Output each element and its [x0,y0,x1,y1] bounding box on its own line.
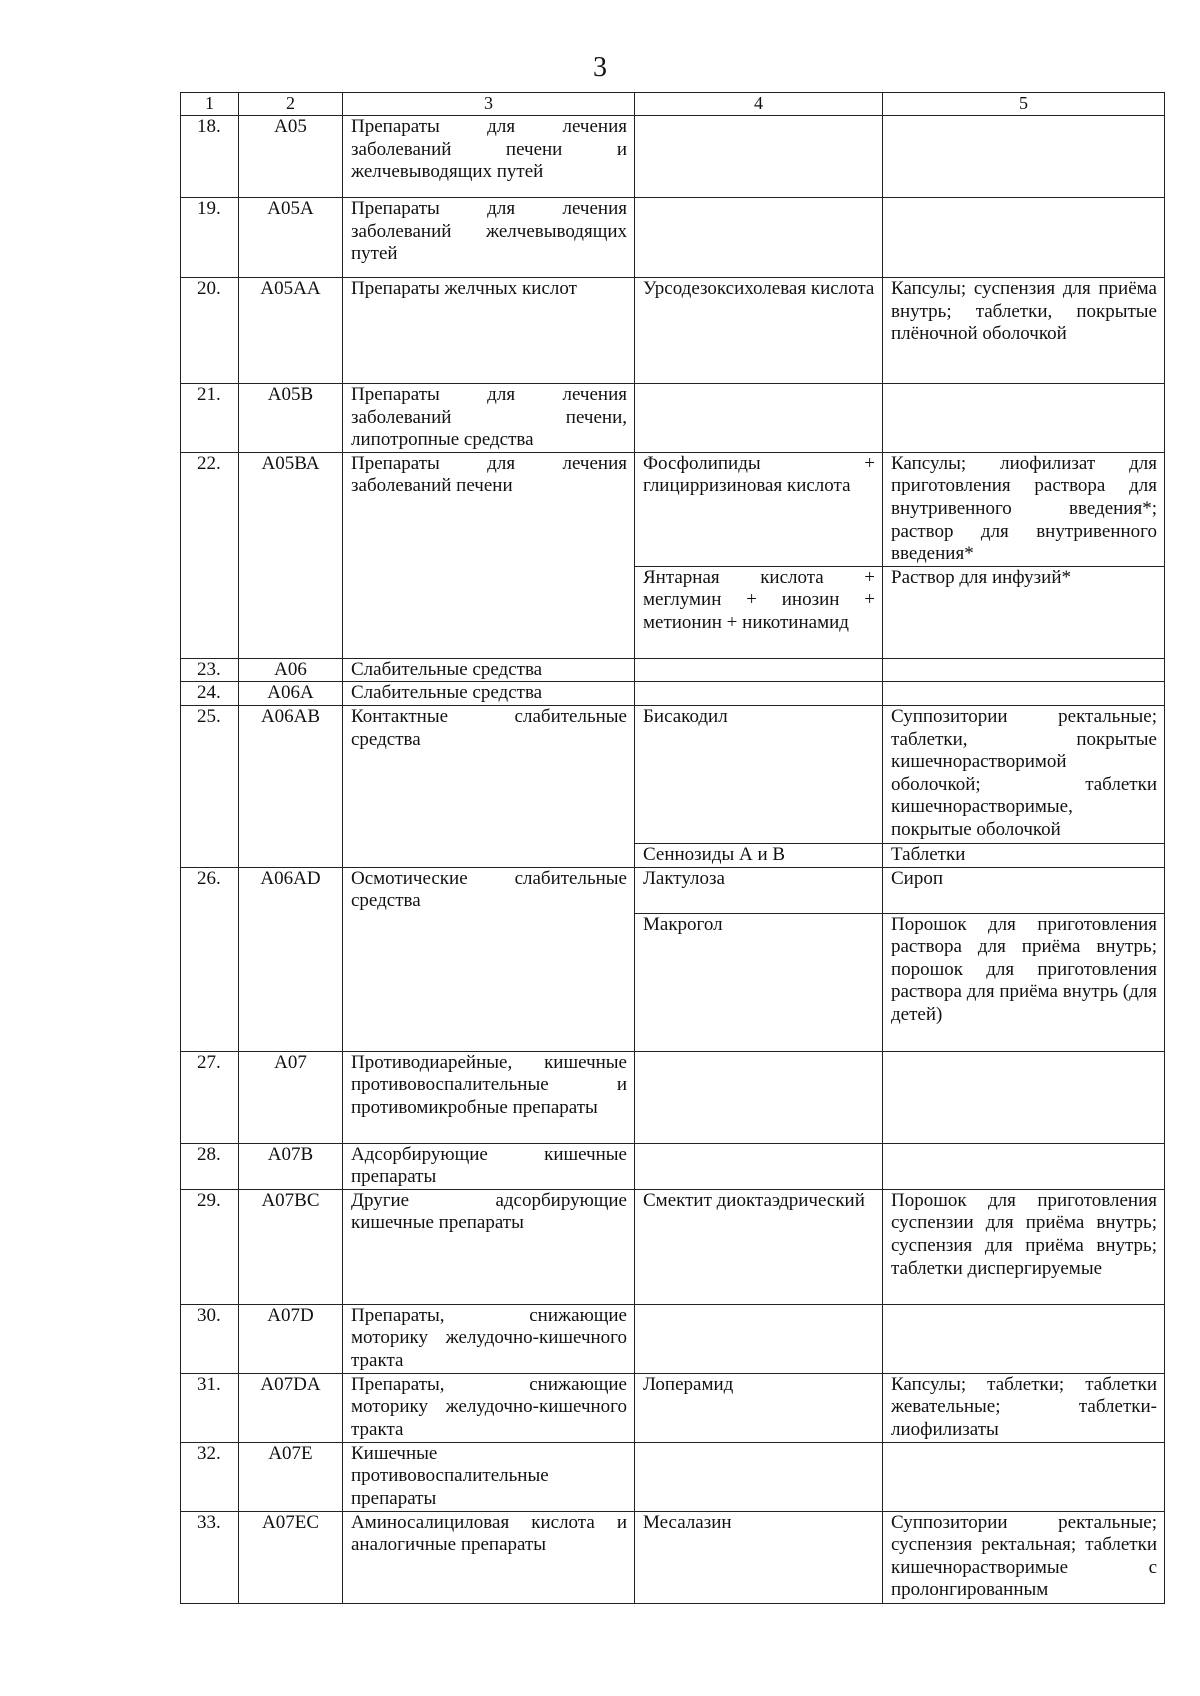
dosage-form: Порошок для приготовления раствора для приёма внутрь; порошок для приготовления раствора для приёма внутрь (для детей) [883,913,1165,1051]
group-name: Противодиарейные, кишечные противовоспалительные и противомикробные препараты [343,1051,635,1143]
dosage-form: Таблетки [883,843,1165,867]
drug-name: Урсодезоксихолевая кислота [635,278,883,384]
drug-name: Смектит диоктаэдрический [635,1189,883,1304]
dosage-form: Капсулы; лиофилизат для приготовления раствора для внутривенного введения*; раствор для внутривенного введения* [883,452,1165,566]
dosage-form: Суппозитории ректальные; таблетки, покрытые кишечнорастворимой оболочкой; таблетки кишечнорастворимые, покрытые оболочкой [883,705,1165,843]
table-row [181,1189,1165,1304]
atc-code: А07Е [239,1442,343,1511]
row-number: 28. [181,1143,239,1189]
table-row [181,1442,1165,1511]
table-row [181,198,1165,278]
dosage-form [883,682,1165,706]
atc-code: А07ВС [239,1189,343,1304]
drug-name [635,384,883,453]
drug-name: Лактулоза [635,867,883,913]
table-row [181,867,1165,913]
row-number: 33. [181,1511,239,1603]
dosage-form: Сироп [883,867,1165,913]
drug-name [635,198,883,278]
atc-code: А06АD [239,867,343,1051]
dosage-form: Суппозитории ректальные; суспензия ректальная; таблетки кишечнорастворимые с пролонгированным [883,1511,1165,1603]
group-name: Препараты желчных кислот [343,278,635,384]
table-row [181,1511,1165,1603]
table-row [181,384,1165,453]
group-name: Слабительные средства [343,682,635,706]
drug-name: Лоперамид [635,1373,883,1442]
dosage-form [883,1143,1165,1189]
group-name: Осмотические слабительные средства [343,867,635,1051]
drug-name: Месалазин [635,1511,883,1603]
row-number: 30. [181,1304,239,1373]
row-number: 19. [181,198,239,278]
atc-code: А07DА [239,1373,343,1442]
drug-name: Сеннозиды А и В [635,843,883,867]
group-name: Адсорбирующие кишечные препараты [343,1143,635,1189]
group-name: Препараты для лечения заболеваний печени и желчевыводящих путей [343,116,635,198]
atc-code: А07ЕС [239,1511,343,1603]
drug-name: Фосфолипиды + глицирризиновая кислота [635,452,883,566]
column-header: 3 [343,93,635,116]
drug-name: Макрогол [635,913,883,1051]
group-name: Другие адсорбирующие кишечные препараты [343,1189,635,1304]
column-header: 4 [635,93,883,116]
dosage-form: Капсулы; суспензия для приёма внутрь; таблетки, покрытые плёночной оболочкой [883,278,1165,384]
dosage-form [883,1304,1165,1373]
row-number: 31. [181,1373,239,1442]
dosage-form [883,198,1165,278]
dosage-form: Порошок для приготовления суспензии для приёма внутрь; суспензия для приёма внутрь; таблетки диспергируемые [883,1189,1165,1304]
row-number: 23. [181,658,239,682]
group-name: Аминосалициловая кислота и аналогичные препараты [343,1511,635,1603]
column-header: 1 [181,93,239,116]
row-number: 22. [181,452,239,658]
drug-table [180,92,1165,1604]
drug-name [635,1442,883,1511]
atc-code: А06АВ [239,705,343,867]
atc-code: А05А [239,198,343,278]
row-number: 21. [181,384,239,453]
dosage-form [883,1442,1165,1511]
drug-name [635,682,883,706]
column-header: 2 [239,93,343,116]
dosage-form: Раствор для инфузий* [883,566,1165,658]
group-name: Препараты для лечения заболеваний печени, липотропные средства [343,384,635,453]
row-number: 26. [181,867,239,1051]
column-number-row [181,93,1165,116]
row-number: 29. [181,1189,239,1304]
column-header: 5 [883,93,1165,116]
group-name: Слабительные средства [343,658,635,682]
atc-code: А07D [239,1304,343,1373]
drug-name [635,1304,883,1373]
table-row [181,452,1165,566]
table-row [181,658,1165,682]
page-number: 3 [593,52,607,83]
row-number: 18. [181,116,239,198]
row-number: 25. [181,705,239,867]
drug-name [635,1051,883,1143]
row-number: 20. [181,278,239,384]
atc-code: А05В [239,384,343,453]
drug-name [635,658,883,682]
table-row [181,278,1165,384]
group-name: Кишечные противовоспалительные препараты [343,1442,635,1511]
group-name: Препараты, снижающие моторику желудочно-кишечного тракта [343,1373,635,1442]
group-name: Контактные слабительные средства [343,705,635,867]
group-name: Препараты, снижающие моторику желудочно-кишечного тракта [343,1304,635,1373]
table-row [181,1051,1165,1143]
table-row [181,1304,1165,1373]
table-row [181,705,1165,843]
row-number: 27. [181,1051,239,1143]
row-number: 24. [181,682,239,706]
atc-code: А06А [239,682,343,706]
table-row [181,116,1165,198]
group-name: Препараты для лечения заболеваний печени [343,452,635,658]
table-row [181,1373,1165,1442]
group-name: Препараты для лечения заболеваний желчевыводящих путей [343,198,635,278]
drug-name: Янтарная кислота + меглумин + инозин + метионин + никотинамид [635,566,883,658]
atc-code: А07 [239,1051,343,1143]
atc-code: А07В [239,1143,343,1189]
drug-name [635,116,883,198]
drug-table-container [180,92,1164,1604]
table-body [181,116,1165,1604]
dosage-form: Капсулы; таблетки; таблетки жевательные; таблетки-лиофилизаты [883,1373,1165,1442]
atc-code: А06 [239,658,343,682]
table-row [181,682,1165,706]
drug-name [635,1143,883,1189]
row-number: 32. [181,1442,239,1511]
atc-code: А05АА [239,278,343,384]
atc-code: А05 [239,116,343,198]
dosage-form [883,1051,1165,1143]
drug-name: Бисакодил [635,705,883,843]
table-row [181,1143,1165,1189]
dosage-form [883,116,1165,198]
atc-code: А05ВА [239,452,343,658]
dosage-form [883,658,1165,682]
dosage-form [883,384,1165,453]
